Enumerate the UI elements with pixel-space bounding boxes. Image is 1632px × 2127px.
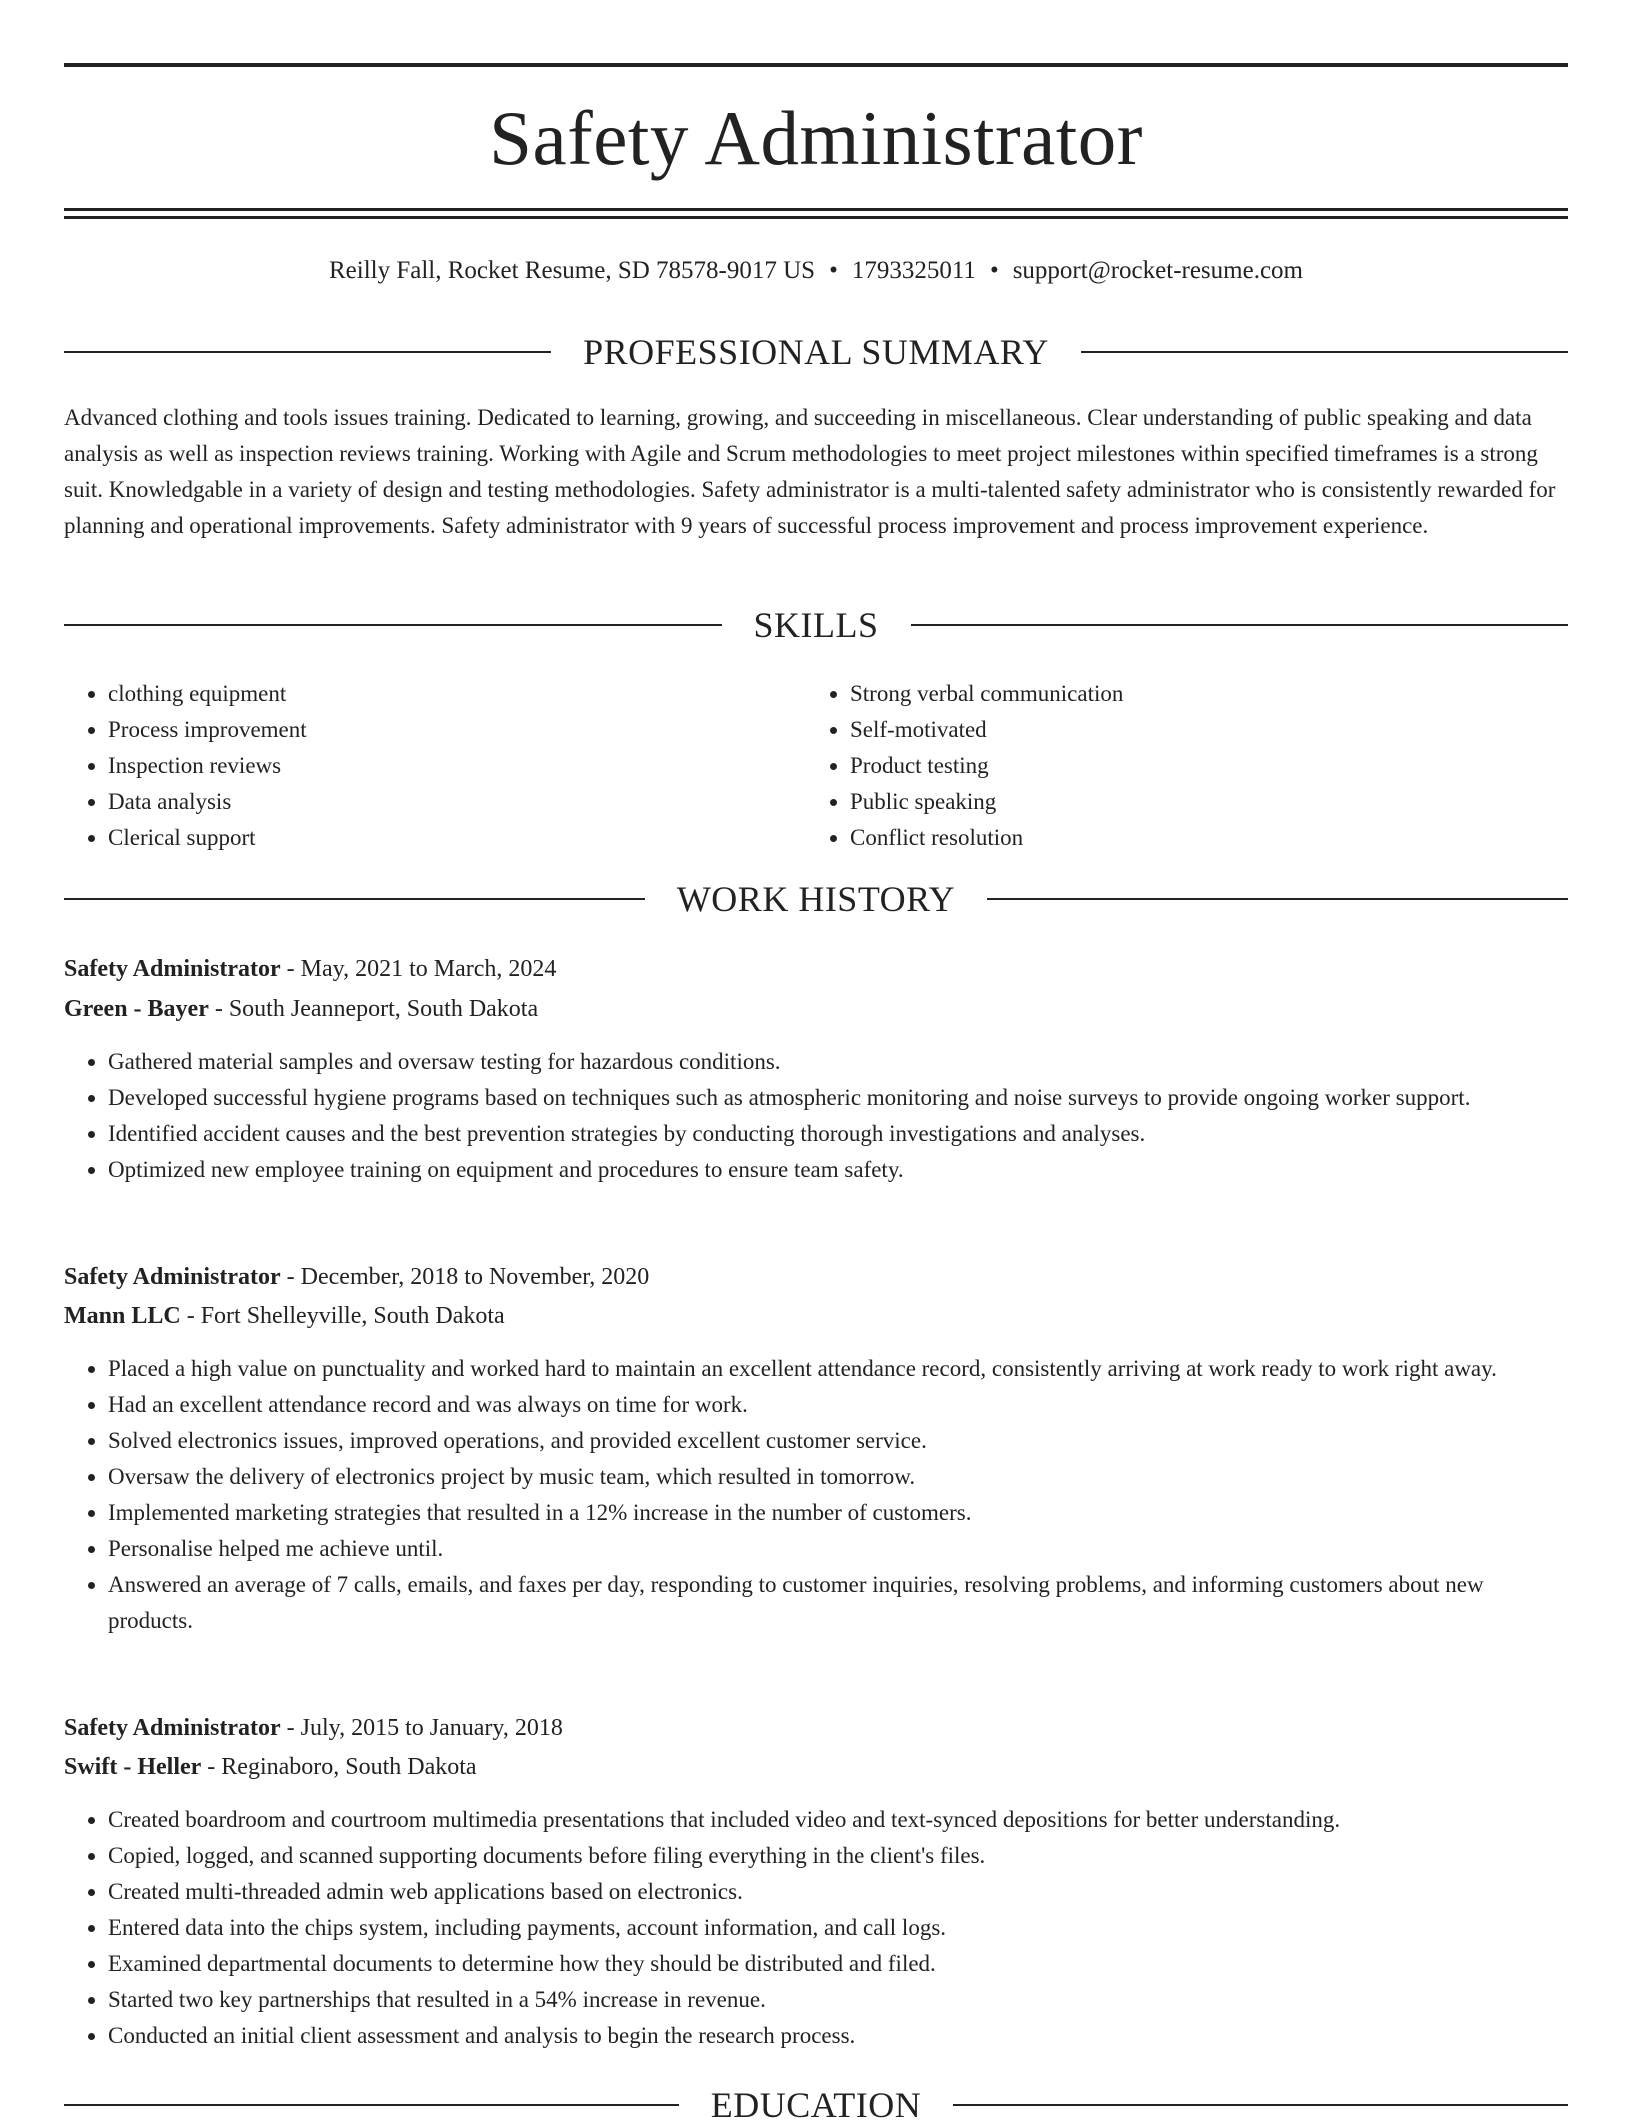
job-bullet: • Entered data into the chips system, including payments, account information, and call logs. bbox=[108, 1910, 1568, 1946]
contact-address: Reilly Fall, Rocket Resume, SD 78578-9017 US bbox=[328, 257, 816, 284]
skill-item: • Process improvement bbox=[108, 712, 806, 748]
job-bullet: • Examined departmental documents to determine how they should be distributed and filed. bbox=[108, 1946, 1568, 1982]
heading-rule bbox=[987, 898, 1568, 900]
skill-item: • Clerical support bbox=[108, 820, 806, 856]
job-bullet: • Oversaw the delivery of electronics project by music team, which resulted in tomorrow. bbox=[108, 1459, 1568, 1495]
job-bullet: • Gathered material samples and oversaw testing for hazardous conditions. bbox=[108, 1044, 1568, 1080]
top-rule bbox=[64, 63, 1568, 67]
job-company-line bbox=[64, 990, 1568, 1028]
contact-separator: • bbox=[989, 257, 999, 284]
job-bullet: • Personalise helped me achieve until. bbox=[108, 1531, 1568, 1567]
job-bullets bbox=[64, 1351, 1568, 1639]
job-company: Green - Bayer bbox=[64, 996, 209, 1022]
skill-item: • Data analysis bbox=[108, 784, 806, 820]
heading-rule bbox=[64, 2104, 679, 2106]
title-rule-lower bbox=[64, 216, 1568, 219]
job-bullet: • Had an excellent attendance record and was always on time for work. bbox=[108, 1387, 1568, 1423]
skill-item: • Inspection reviews bbox=[108, 748, 806, 784]
skills-heading bbox=[64, 603, 1568, 647]
work-heading-label: WORK HISTORY bbox=[676, 879, 956, 919]
job-company: Swift - Heller bbox=[64, 1754, 202, 1780]
skill-item: • clothing equipment bbox=[108, 676, 806, 712]
job-title-line bbox=[64, 1709, 1568, 1747]
skills-heading-label: SKILLS bbox=[753, 605, 879, 645]
heading-rule bbox=[64, 898, 645, 900]
job-bullet: • Developed successful hygiene programs based on techniques such as atmospheric monitoring and noise surveys to provide ongoing worker support. bbox=[108, 1080, 1568, 1116]
job-bullet: • Answered an average of 7 calls, emails, and faxes per day, responding to customer inquiries, resolving problems, and informing customers about new products. bbox=[108, 1567, 1568, 1639]
job-title-line bbox=[64, 950, 1568, 988]
skills-columns bbox=[64, 676, 1568, 856]
contact-separator: • bbox=[829, 257, 838, 284]
contact-phone: 1793325011 bbox=[851, 257, 976, 284]
heading-rule bbox=[64, 351, 551, 353]
job-bullet: • Copied, logged, and scanned supporting documents before filing everything in the client's files. bbox=[108, 1838, 1568, 1874]
skill-item: • Self-motivated bbox=[850, 712, 1548, 748]
job-company: Mann LLC bbox=[64, 1303, 181, 1329]
job-dates: - July, 2015 to January, 2018 bbox=[280, 1715, 563, 1741]
job-bullet: • Created boardroom and courtroom multimedia presentations that included video and text-synced depositions for better understanding. bbox=[108, 1802, 1568, 1838]
summary-text: Advanced clothing and tools issues training. Dedicated to learning, growing, and succeeding in miscellaneous. Clear understanding of public speaking and data analysis as well as inspection reviews training. Working with Agile and Scrum methodologies to meet project milestones within specified timeframes is a strong suit. Knowledgable in a variety of design and testing methodologies. Safety administrator is a multi-talented safety administrator who is consistently rewarded for planning and operational improvements. Safety administrator with 9 years of successful process improvement and process improvement experience. bbox=[64, 405, 1556, 538]
job-bullet: • Identified accident causes and the best prevention strategies by conducting thorough investigations and analyses. bbox=[108, 1116, 1568, 1152]
job-title: Safety Administrator bbox=[64, 1264, 281, 1290]
job-company-line bbox=[64, 1748, 1568, 1786]
job-title: Safety Administrator bbox=[64, 956, 281, 982]
heading-rule bbox=[64, 624, 722, 626]
job-dates: - December, 2018 to November, 2020 bbox=[280, 1264, 650, 1290]
skill-item: • Strong verbal communication bbox=[850, 676, 1548, 712]
heading-rule bbox=[911, 624, 1569, 626]
job-bullet: • Started two key partnerships that resulted in a 54% increase in revenue. bbox=[108, 1982, 1568, 2018]
title-rule-upper bbox=[64, 208, 1568, 211]
job-dates: - May, 2021 to March, 2024 bbox=[280, 956, 557, 982]
skills-list-left bbox=[64, 676, 806, 856]
job-bullet: • Created multi-threaded admin web applications based on electronics. bbox=[108, 1874, 1568, 1910]
job-bullets bbox=[64, 1802, 1568, 2054]
job-title-line bbox=[64, 1258, 1568, 1296]
job-bullets bbox=[64, 1044, 1568, 1188]
summary-heading bbox=[64, 330, 1568, 374]
skill-item: • Product testing bbox=[850, 748, 1548, 784]
job-company-line bbox=[64, 1297, 1568, 1335]
contact-email: support@rocket-resume.com bbox=[1012, 257, 1303, 284]
education-heading-label: EDUCATION bbox=[710, 2085, 922, 2125]
job-bullet: • Solved electronics issues, improved operations, and provided excellent customer service. bbox=[108, 1423, 1568, 1459]
job-location: - South Jeanneport, South Dakota bbox=[208, 996, 539, 1022]
resume-title: Safety Administrator bbox=[489, 95, 1143, 181]
job-bullet: • Optimized new employee training on equipment and procedures to ensure team safety. bbox=[108, 1152, 1568, 1188]
heading-rule bbox=[1081, 351, 1568, 353]
contact-line bbox=[64, 254, 1568, 288]
education-heading bbox=[64, 2083, 1568, 2127]
heading-rule bbox=[953, 2104, 1568, 2106]
job-bullet: • Conducted an initial client assessment and analysis to begin the research process. bbox=[108, 2018, 1568, 2054]
job-title: Safety Administrator bbox=[64, 1715, 281, 1741]
skills-list-right bbox=[806, 676, 1548, 856]
work-heading bbox=[64, 877, 1568, 921]
job-bullet: • Placed a high value on punctuality and worked hard to maintain an excellent attendance record, consistently arriving at work ready to work right away. bbox=[108, 1351, 1568, 1387]
job-bullet: • Implemented marketing strategies that resulted in a 12% increase in the number of customers. bbox=[108, 1495, 1568, 1531]
job-location: - Fort Shelleyville, South Dakota bbox=[180, 1303, 505, 1329]
skill-item: • Public speaking bbox=[850, 784, 1548, 820]
job-location: - Reginaboro, South Dakota bbox=[201, 1754, 477, 1780]
summary-heading-label: PROFESSIONAL SUMMARY bbox=[583, 332, 1049, 372]
skill-item: • Conflict resolution bbox=[850, 820, 1548, 856]
